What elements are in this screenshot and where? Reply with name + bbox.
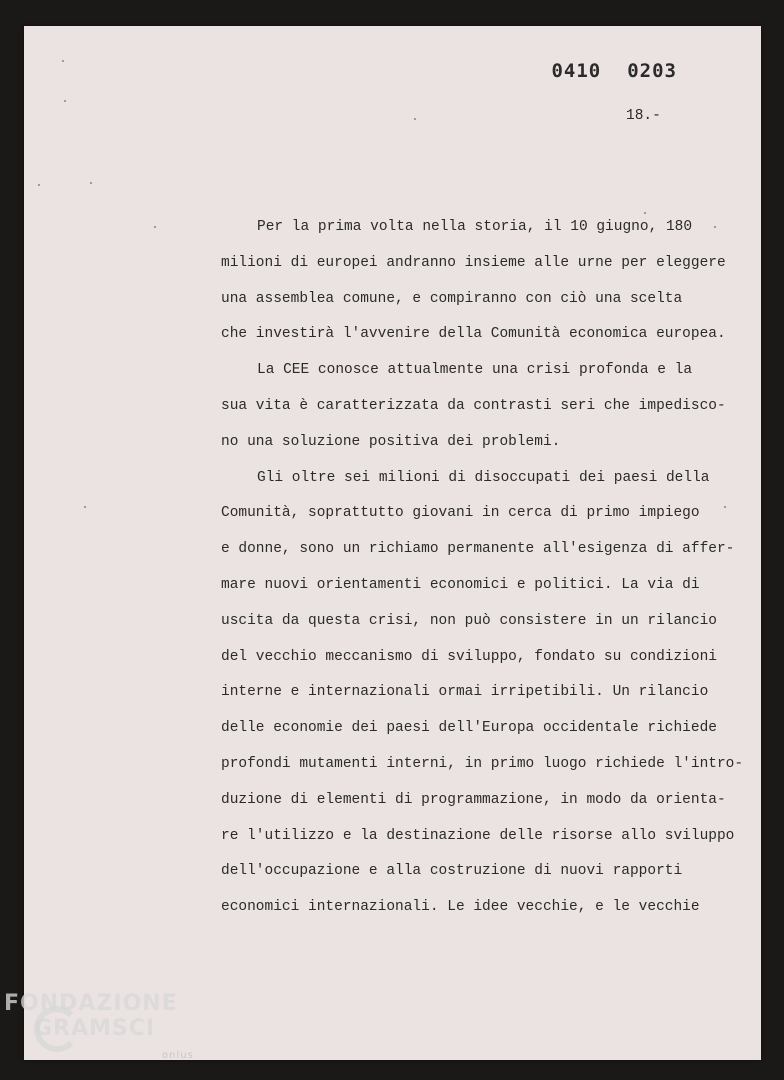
document-page [24,26,761,1060]
fondazione-gramsci-watermark [4,991,194,1061]
gramsci-logo-icon [34,1006,80,1052]
text-line: sua vita è caratterizzata da contrasti seri che impedisco- [221,397,726,414]
paper-speck [154,226,156,228]
text-line: che investirà l'avvenire della Comunità economica europea. [221,326,726,343]
paper-speck [64,100,66,102]
watermark-onlus: onlus [162,1050,194,1061]
watermark-subtitle: GRAMSCI [34,1016,156,1041]
paper-speck [414,118,416,120]
paper-speck [90,182,92,184]
text-line: milioni di europei andranno insieme alle urne per eleggere [221,254,726,271]
text-line: profondi mutamenti interni, in primo luogo richiede l'intro- [221,755,744,772]
paper-speck [724,506,726,508]
text-line: uscita da questa crisi, non può consistere in un rilancio [221,612,717,629]
text-line: e donne, sono un richiamo permanente all'esigenza di affer- [221,541,735,558]
text-line: del vecchio meccanismo di sviluppo, fondato su condizioni [221,648,717,665]
text-line: duzione di elementi di programmazione, in modo da orienta- [221,791,726,808]
archive-number [551,60,677,82]
text-line: mare nuovi orientamenti economici e politici. La via di [221,576,700,593]
watermark-title: FONDAZIONE [4,991,178,1016]
text-line: La CEE conosce attualmente una crisi profonda e la [257,362,693,379]
text-line: una assemblea comune, e compiranno con ciò una scelta [221,290,683,307]
paper-speck [38,184,40,186]
page-number: 18.- [626,108,661,124]
paper-speck [62,60,64,62]
text-line: delle economie dei paesi dell'Europa occidentale richiede [221,720,717,737]
text-line: re l'utilizzo e la destinazione delle risorse allo sviluppo [221,827,735,844]
text-line: dell'occupazione e alla costruzione di nuovi rapporti [221,863,683,880]
archive-number-part: 0203 [627,60,677,82]
text-line: no una soluzione positiva dei problemi. [221,433,561,450]
body-text [221,210,744,926]
text-line: Gli oltre sei milioni di disoccupati dei paesi della [257,469,710,486]
paper-speck [714,226,716,228]
archive-number-part: 0410 [551,60,602,82]
paper-speck [84,506,86,508]
text-line: interne e internazionali ormai irripetibili. Un rilancio [221,684,709,701]
text-line: Comunità, soprattutto giovani in cerca di primo impiego [221,505,700,522]
text-line: economici internazionali. Le idee vecchie, e le vecchie [221,899,700,916]
paper-speck [644,212,646,214]
text-line: Per la prima volta nella storia, il 10 giugno, 180 [257,219,693,235]
